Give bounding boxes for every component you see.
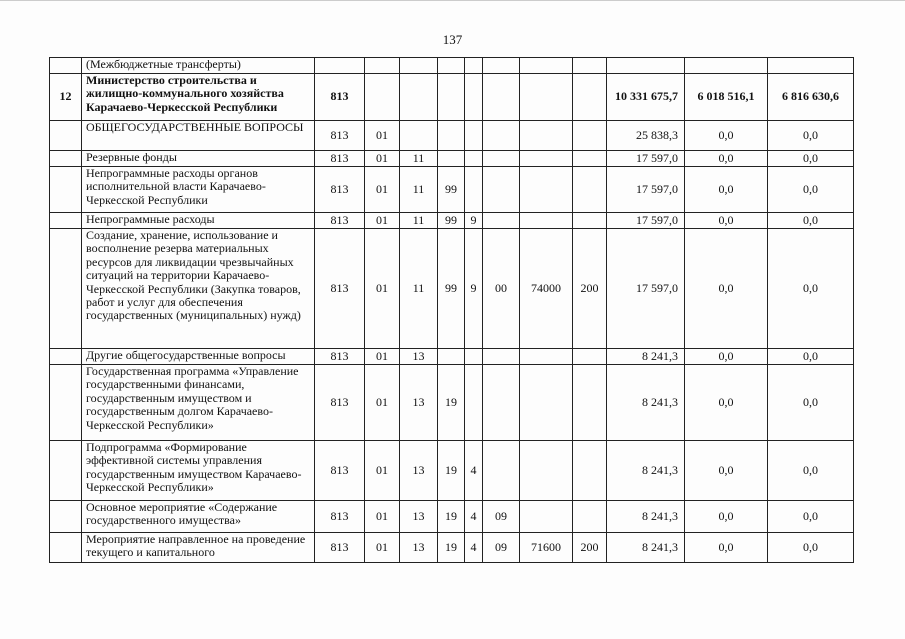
cell-y1 [607,58,685,74]
cell-y2 [685,58,768,74]
cell-code: 813 [315,121,365,151]
cell-rz: 01 [365,229,400,349]
cell-y3 [768,58,854,74]
cell-code: 813 [315,74,365,121]
cell-y1: 17 597,0 [607,213,685,229]
cell-rz [365,58,400,74]
cell-cs3 [483,213,520,229]
cell-cs3 [483,365,520,441]
cell-y3: 0,0 [768,365,854,441]
cell-rz: 01 [365,501,400,533]
cell-y2: 0,0 [685,501,768,533]
cell-cs1: 99 [438,167,465,213]
cell-cs2: 4 [465,441,483,501]
cell-pr: 13 [400,441,438,501]
cell-cs4 [520,167,573,213]
cell-pr [400,121,438,151]
cell-y3: 0,0 [768,229,854,349]
cell-cs1 [438,58,465,74]
table-row [50,58,854,74]
cell-rz: 01 [365,213,400,229]
cell-cs3 [483,167,520,213]
cell-cs3 [483,74,520,121]
table-row [50,441,854,501]
cell-cs3 [483,349,520,365]
cell-code: 813 [315,167,365,213]
cell-y1: 8 241,3 [607,501,685,533]
table-row [50,501,854,533]
cell-name: Создание, хранение, использование и восполнение резерва материальных ресурсов для ликвидации чрезвычайных ситуаций на территории Карачаево-Черкесской Республики (Закупка товаров, работ и услуг для обеспечения государственных (муниципальных) нужд) [82,229,315,349]
cell-pr [400,74,438,121]
cell-vr [573,167,607,213]
table-row [50,349,854,365]
cell-y2: 0,0 [685,151,768,167]
cell-code: 813 [315,229,365,349]
cell-y3: 0,0 [768,441,854,501]
table-row [50,151,854,167]
table-row [50,229,854,349]
cell-name: Основное мероприятие «Содержание государственного имущества» [82,501,315,533]
cell-code [315,58,365,74]
cell-pr: 13 [400,501,438,533]
cell-rz: 01 [365,533,400,563]
cell-num [50,167,82,213]
cell-vr [573,74,607,121]
cell-num: 12 [50,74,82,121]
cell-pr: 13 [400,365,438,441]
cell-y3: 6 816 630,6 [768,74,854,121]
scan-edge [0,0,905,1]
cell-pr: 11 [400,167,438,213]
cell-y3: 0,0 [768,533,854,563]
cell-num [50,349,82,365]
cell-vr [573,121,607,151]
cell-name: Государственная программа «Управление государственными финансами, государственным имуществом и государственным долгом Карачаево-Черкесской Республики» [82,365,315,441]
cell-y3: 0,0 [768,213,854,229]
cell-cs4 [520,151,573,167]
cell-y3: 0,0 [768,501,854,533]
table-row [50,533,854,563]
table-row [50,74,854,121]
cell-name: (Межбюджетные трансферты) [82,58,315,74]
cell-y2: 0,0 [685,121,768,151]
cell-rz [365,74,400,121]
cell-num [50,58,82,74]
cell-y2: 0,0 [685,167,768,213]
table-row [50,365,854,441]
cell-cs2 [465,349,483,365]
cell-y2: 6 018 516,1 [685,74,768,121]
cell-cs2 [465,151,483,167]
cell-cs1 [438,151,465,167]
cell-rz: 01 [365,121,400,151]
cell-pr: 11 [400,229,438,349]
cell-cs2 [465,121,483,151]
cell-y1: 8 241,3 [607,533,685,563]
cell-num [50,501,82,533]
cell-y1: 25 838,3 [607,121,685,151]
cell-y2: 0,0 [685,229,768,349]
cell-code: 813 [315,365,365,441]
cell-name: Министерство строительства и жилищно-коммунального хозяйства Карачаево-Черкесской Республики [82,74,315,121]
cell-pr: 13 [400,349,438,365]
cell-y2: 0,0 [685,349,768,365]
cell-code: 813 [315,533,365,563]
cell-cs4 [520,121,573,151]
page-number: 137 [442,32,463,47]
cell-name: ОБЩЕГОСУДАРСТВЕННЫЕ ВОПРОСЫ [82,121,315,151]
cell-num [50,213,82,229]
cell-y1: 17 597,0 [607,151,685,167]
cell-cs1: 99 [438,229,465,349]
cell-y3: 0,0 [768,151,854,167]
cell-name: Непрограммные расходы [82,213,315,229]
cell-cs2 [465,74,483,121]
cell-cs4 [520,74,573,121]
cell-rz: 01 [365,151,400,167]
cell-cs1: 99 [438,213,465,229]
cell-code: 813 [315,349,365,365]
cell-rz: 01 [365,365,400,441]
cell-cs3: 00 [483,229,520,349]
cell-num [50,365,82,441]
cell-cs4 [520,365,573,441]
cell-cs4 [520,441,573,501]
cell-cs2 [465,58,483,74]
cell-vr: 200 [573,533,607,563]
cell-y1: 8 241,3 [607,349,685,365]
budget-table [49,57,854,563]
cell-cs3 [483,151,520,167]
cell-cs4: 71600 [520,533,573,563]
cell-cs3: 09 [483,533,520,563]
cell-vr [573,441,607,501]
cell-cs2 [465,167,483,213]
cell-y1: 8 241,3 [607,365,685,441]
cell-cs4 [520,58,573,74]
cell-vr: 200 [573,229,607,349]
cell-code: 813 [315,213,365,229]
cell-y3: 0,0 [768,167,854,213]
cell-y2: 0,0 [685,213,768,229]
cell-y2: 0,0 [685,533,768,563]
cell-code: 813 [315,151,365,167]
cell-cs4: 74000 [520,229,573,349]
cell-num [50,533,82,563]
cell-code: 813 [315,441,365,501]
cell-name: Непрограммные расходы органов исполнительной власти Карачаево-Черкесской Республики [82,167,315,213]
cell-pr [400,58,438,74]
cell-rz: 01 [365,441,400,501]
cell-cs3 [483,58,520,74]
cell-cs1: 19 [438,501,465,533]
cell-pr: 11 [400,213,438,229]
cell-vr [573,501,607,533]
cell-cs4 [520,501,573,533]
cell-num [50,151,82,167]
cell-y2: 0,0 [685,365,768,441]
cell-y1: 8 241,3 [607,441,685,501]
table-row [50,213,854,229]
table-row [50,167,854,213]
cell-cs3 [483,121,520,151]
cell-name: Другие общегосударственные вопросы [82,349,315,365]
cell-name: Резервные фонды [82,151,315,167]
cell-cs2 [465,365,483,441]
cell-y1: 10 331 675,7 [607,74,685,121]
cell-y2: 0,0 [685,441,768,501]
cell-cs2: 4 [465,533,483,563]
budget-table-body [50,58,854,563]
cell-vr [573,365,607,441]
cell-vr [573,349,607,365]
cell-pr: 13 [400,533,438,563]
cell-num [50,121,82,151]
cell-num [50,441,82,501]
cell-vr [573,58,607,74]
cell-cs1: 19 [438,365,465,441]
table-row [50,121,854,151]
cell-cs2: 4 [465,501,483,533]
cell-y3: 0,0 [768,349,854,365]
cell-pr: 11 [400,151,438,167]
cell-cs1: 19 [438,533,465,563]
cell-num [50,229,82,349]
cell-y1: 17 597,0 [607,167,685,213]
cell-vr [573,151,607,167]
cell-cs1 [438,349,465,365]
cell-name: Подпрограмма «Формирование эффективной системы управления государственным имуществом Карачаево-Черкесской Республики» [82,441,315,501]
cell-cs4 [520,349,573,365]
cell-cs1 [438,121,465,151]
cell-cs4 [520,213,573,229]
cell-name: Мероприятие направленное на проведение текущего и капитального [82,533,315,563]
cell-cs2: 9 [465,213,483,229]
cell-cs3: 09 [483,501,520,533]
cell-cs1: 19 [438,441,465,501]
cell-vr [573,213,607,229]
cell-cs3 [483,441,520,501]
cell-cs1 [438,74,465,121]
cell-rz: 01 [365,167,400,213]
cell-code: 813 [315,501,365,533]
cell-rz: 01 [365,349,400,365]
cell-y3: 0,0 [768,121,854,151]
cell-cs2: 9 [465,229,483,349]
cell-y1: 17 597,0 [607,229,685,349]
